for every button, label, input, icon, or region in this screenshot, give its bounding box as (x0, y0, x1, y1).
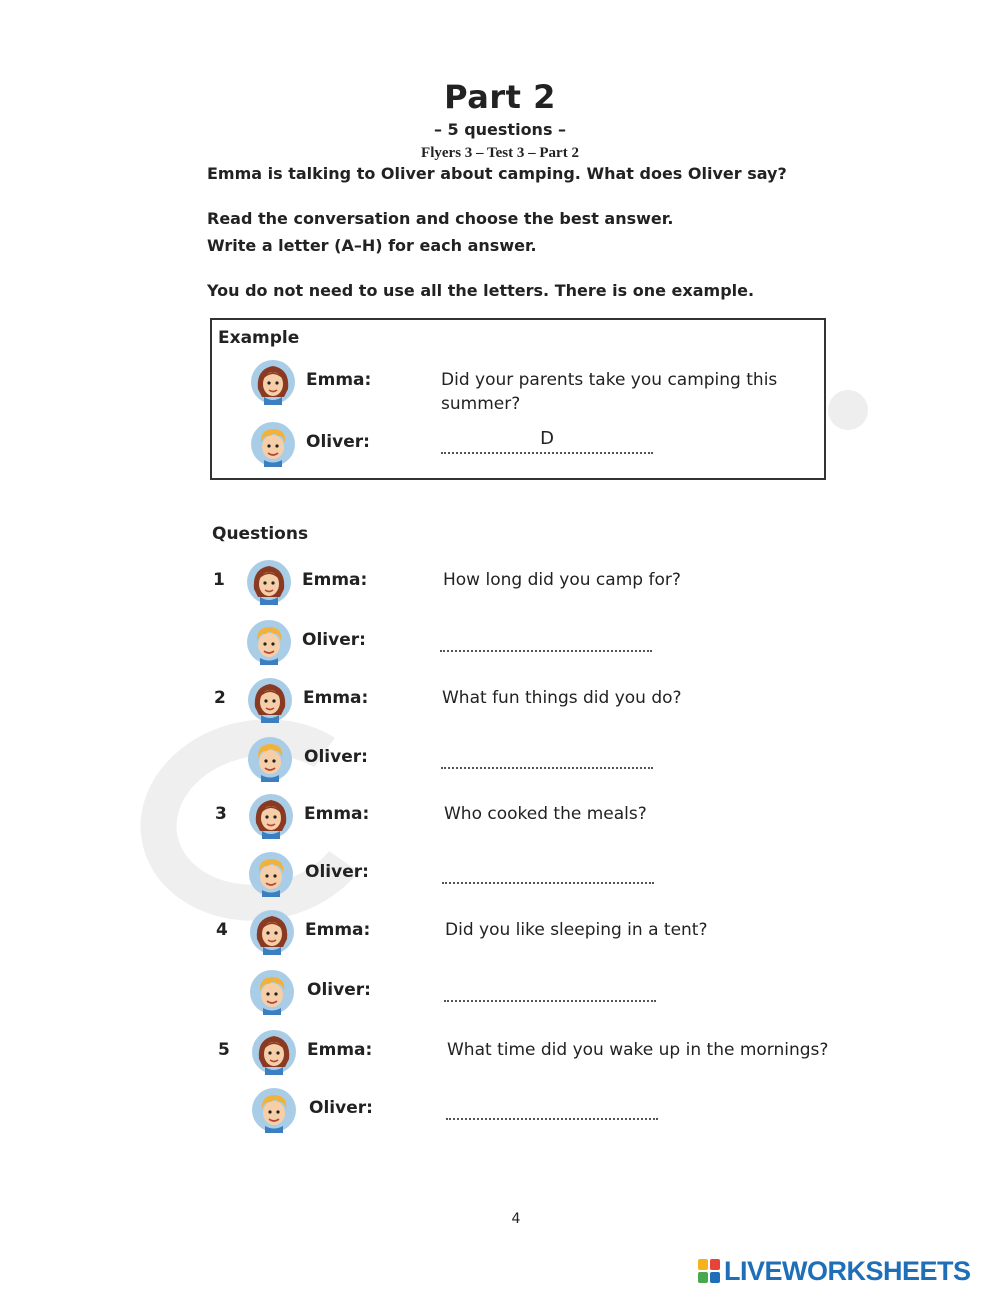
oliver-avatar-icon (246, 619, 292, 665)
read-instruction: Read the conversation and choose the best answer. (207, 209, 674, 228)
oliver-avatar-icon (251, 1087, 297, 1133)
emma-line: What time did you wake up in the mornings? (447, 1040, 829, 1060)
write-instruction: Write a letter (A–H) for each answer. (207, 236, 537, 255)
speaker-oliver: Oliver: (304, 747, 368, 767)
liveworksheets-logo-icon (698, 1259, 720, 1283)
answer-input-3[interactable] (442, 858, 654, 884)
speaker-oliver: Oliver: (307, 980, 371, 1000)
emma-line: How long did you camp for? (443, 570, 681, 590)
q2-emma-row (0, 674, 1000, 732)
emma-line: Did your parents take you camping this summer? (441, 370, 778, 414)
intro-text: Emma is talking to Oliver about camping. What does Oliver say? (207, 164, 787, 183)
answer-input-2[interactable] (441, 743, 653, 769)
q2-oliver-row (0, 733, 1000, 791)
note-instruction: You do not need to use all the letters. There is one example. (207, 281, 755, 300)
emma-avatar-icon (249, 909, 295, 955)
q4-oliver-row (0, 966, 1000, 1024)
question-number: 5 (218, 1040, 230, 1060)
brand-text: LIVEWORKSHEETS (724, 1255, 971, 1286)
oliver-avatar-icon (249, 969, 295, 1015)
emma-line: What fun things did you do? (442, 688, 682, 708)
question-number: 4 (216, 920, 228, 940)
question-number: 1 (213, 570, 225, 590)
oliver-avatar-icon (247, 736, 293, 782)
q4-emma-row (0, 906, 1000, 964)
page-title: Part 2 (444, 78, 556, 116)
example-label: Example (218, 328, 300, 348)
emma-avatar-icon (247, 677, 293, 723)
question-count: – 5 questions – (433, 120, 567, 139)
q3-emma-row (0, 790, 1000, 848)
test-reference: Flyers 3 – Test 3 – Part 2 (421, 145, 579, 161)
speaker-oliver: Oliver: (306, 432, 370, 452)
speaker-emma: Emma: (303, 688, 369, 708)
q5-oliver-row (0, 1084, 1000, 1142)
emma-avatar-icon (248, 793, 294, 839)
answer-input-5[interactable] (446, 1094, 658, 1120)
speaker-emma: Emma: (304, 804, 370, 824)
q1-emma-row (0, 556, 1000, 614)
q3-oliver-row (0, 848, 1000, 906)
answer-input-4[interactable] (444, 976, 656, 1002)
speaker-oliver: Oliver: (305, 862, 369, 882)
question-number: 2 (214, 688, 226, 708)
speaker-emma: Emma: (302, 570, 368, 590)
oliver-avatar-icon (250, 421, 296, 467)
speaker-emma: Emma: (305, 920, 371, 940)
emma-avatar-icon (250, 359, 296, 405)
liveworksheets-brand[interactable] (698, 1256, 971, 1286)
question-number: 3 (215, 804, 227, 824)
page-number: 4 (511, 1211, 521, 1227)
emma-line: Who cooked the meals? (444, 804, 647, 824)
q5-emma-row (0, 1026, 1000, 1084)
emma-line: Did you like sleeping in a tent? (445, 920, 708, 940)
speaker-oliver: Oliver: (302, 630, 366, 650)
example-emma-row (0, 356, 1000, 414)
emma-avatar-icon (251, 1029, 297, 1075)
example-oliver-row (0, 418, 1000, 476)
emma-avatar-icon (246, 559, 292, 605)
speaker-emma: Emma: (307, 1040, 373, 1060)
q1-oliver-row (0, 616, 1000, 674)
oliver-avatar-icon (248, 851, 294, 897)
questions-label: Questions (212, 524, 309, 544)
speaker-oliver: Oliver: (309, 1098, 373, 1118)
answer-input-1[interactable] (440, 626, 652, 652)
example-answer: D (441, 428, 653, 454)
speaker-emma: Emma: (306, 370, 372, 390)
